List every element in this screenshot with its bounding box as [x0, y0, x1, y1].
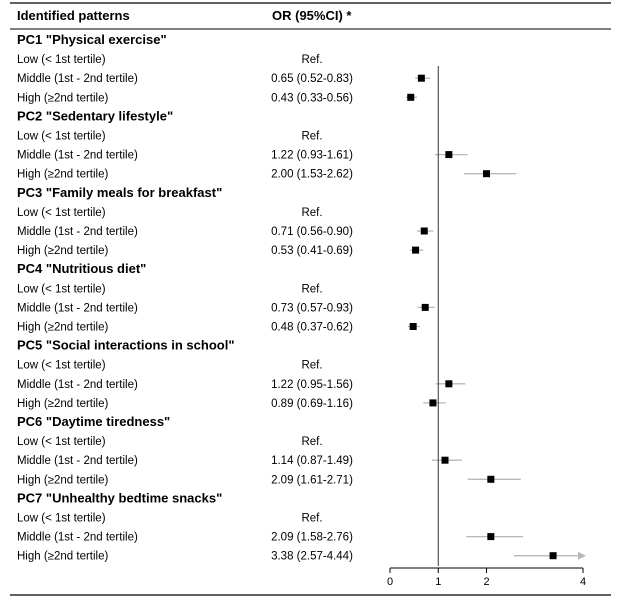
or-marker — [442, 457, 449, 464]
row-label: High (≥2nd tertile) — [17, 550, 109, 563]
or-marker — [445, 380, 452, 387]
or-marker — [422, 304, 429, 311]
or-marker — [487, 533, 494, 540]
group-title: PC5 "Social interactions in school" — [17, 337, 235, 353]
or-value: 0.89 (0.69-1.16) — [271, 397, 353, 410]
ref-label: Ref. — [301, 283, 323, 296]
ref-label: Ref. — [301, 206, 323, 219]
or-value: 3.38 (2.57-4.44) — [271, 550, 353, 563]
or-value: 2.09 (1.61-2.71) — [271, 474, 353, 487]
row-label: Low (< 1st tertile) — [17, 206, 106, 219]
ref-label: Ref. — [301, 54, 323, 67]
plot-marks — [406, 66, 586, 566]
row-label: High (≥2nd tertile) — [17, 92, 109, 105]
or-value: 0.48 (0.37-0.62) — [271, 321, 353, 334]
row-label: Low (< 1st tertile) — [17, 130, 106, 143]
row-label: High (≥2nd tertile) — [17, 397, 109, 410]
or-value: 0.65 (0.52-0.83) — [271, 73, 353, 86]
ci-arrow — [578, 552, 586, 560]
or-value: 1.22 (0.95-1.56) — [271, 378, 353, 391]
or-marker — [418, 75, 425, 82]
or-value: 0.43 (0.33-0.56) — [271, 92, 353, 105]
or-value: 1.14 (0.87-1.49) — [271, 455, 353, 468]
ref-label: Ref. — [301, 512, 323, 525]
x-axis — [387, 568, 586, 588]
or-value: 2.00 (1.53-2.62) — [271, 168, 353, 181]
ref-label: Ref. — [301, 436, 323, 449]
row-label: Middle (1st - 2nd tertile) — [17, 149, 138, 162]
row-label: Middle (1st - 2nd tertile) — [17, 73, 138, 86]
group-title: PC6 "Daytime tiredness" — [17, 414, 171, 429]
row-label: Low (< 1st tertile) — [17, 436, 106, 449]
row-label: Low (< 1st tertile) — [17, 54, 106, 67]
row-label: High (≥2nd tertile) — [17, 321, 109, 334]
or-marker — [550, 552, 557, 559]
row-label: Middle (1st - 2nd tertile) — [17, 455, 138, 468]
row-label: Low (< 1st tertile) — [17, 512, 106, 525]
row-label: High (≥2nd tertile) — [17, 245, 109, 258]
row-label: Middle (1st - 2nd tertile) — [17, 226, 138, 238]
group-title: PC7 "Unhealthy bedtime snacks" — [17, 490, 223, 506]
or-value: 0.73 (0.57-0.93) — [271, 302, 353, 315]
row-label: Low (< 1st tertile) — [17, 359, 106, 372]
or-value: 2.09 (1.58-2.76) — [271, 531, 353, 544]
ref-label: Ref. — [301, 130, 323, 143]
ref-label: Ref. — [301, 359, 323, 372]
tick-label: 4 — [579, 576, 587, 588]
table-rows — [17, 32, 353, 563]
tick-label: 1 — [435, 576, 442, 588]
group-title: PC4 "Nutritious diet" — [17, 261, 147, 277]
or-value: 0.71 (0.56-0.90) — [271, 226, 353, 238]
row-label: Middle (1st - 2nd tertile) — [17, 302, 138, 315]
group-title: PC1 "Physical exercise" — [17, 32, 167, 47]
or-marker — [429, 399, 436, 406]
row-label: Middle (1st - 2nd tertile) — [17, 378, 138, 391]
or-marker — [483, 170, 490, 177]
row-label: High (≥2nd tertile) — [17, 474, 109, 487]
or-marker — [445, 151, 452, 158]
row-label: Low (< 1st tertile) — [17, 283, 106, 296]
or-value: 0.53 (0.41-0.69) — [271, 245, 353, 258]
group-title: PC3 "Family meals for breakfast" — [17, 184, 223, 200]
header-or: OR (95%CI) * — [272, 8, 352, 23]
tick-label: 2 — [483, 576, 490, 588]
group-title: PC2 "Sedentary lifestyle" — [17, 108, 174, 124]
or-marker — [407, 94, 414, 101]
tick-label: 0 — [386, 576, 394, 588]
or-marker — [412, 247, 419, 254]
or-marker — [421, 228, 428, 235]
or-marker — [487, 476, 494, 483]
row-label: Middle (1st - 2nd tertile) — [17, 531, 138, 544]
or-marker — [410, 323, 417, 330]
or-value: 1.22 (0.93-1.61) — [271, 149, 353, 162]
header-patterns: Identified patterns — [17, 8, 130, 23]
row-label: High (≥2nd tertile) — [17, 168, 109, 181]
